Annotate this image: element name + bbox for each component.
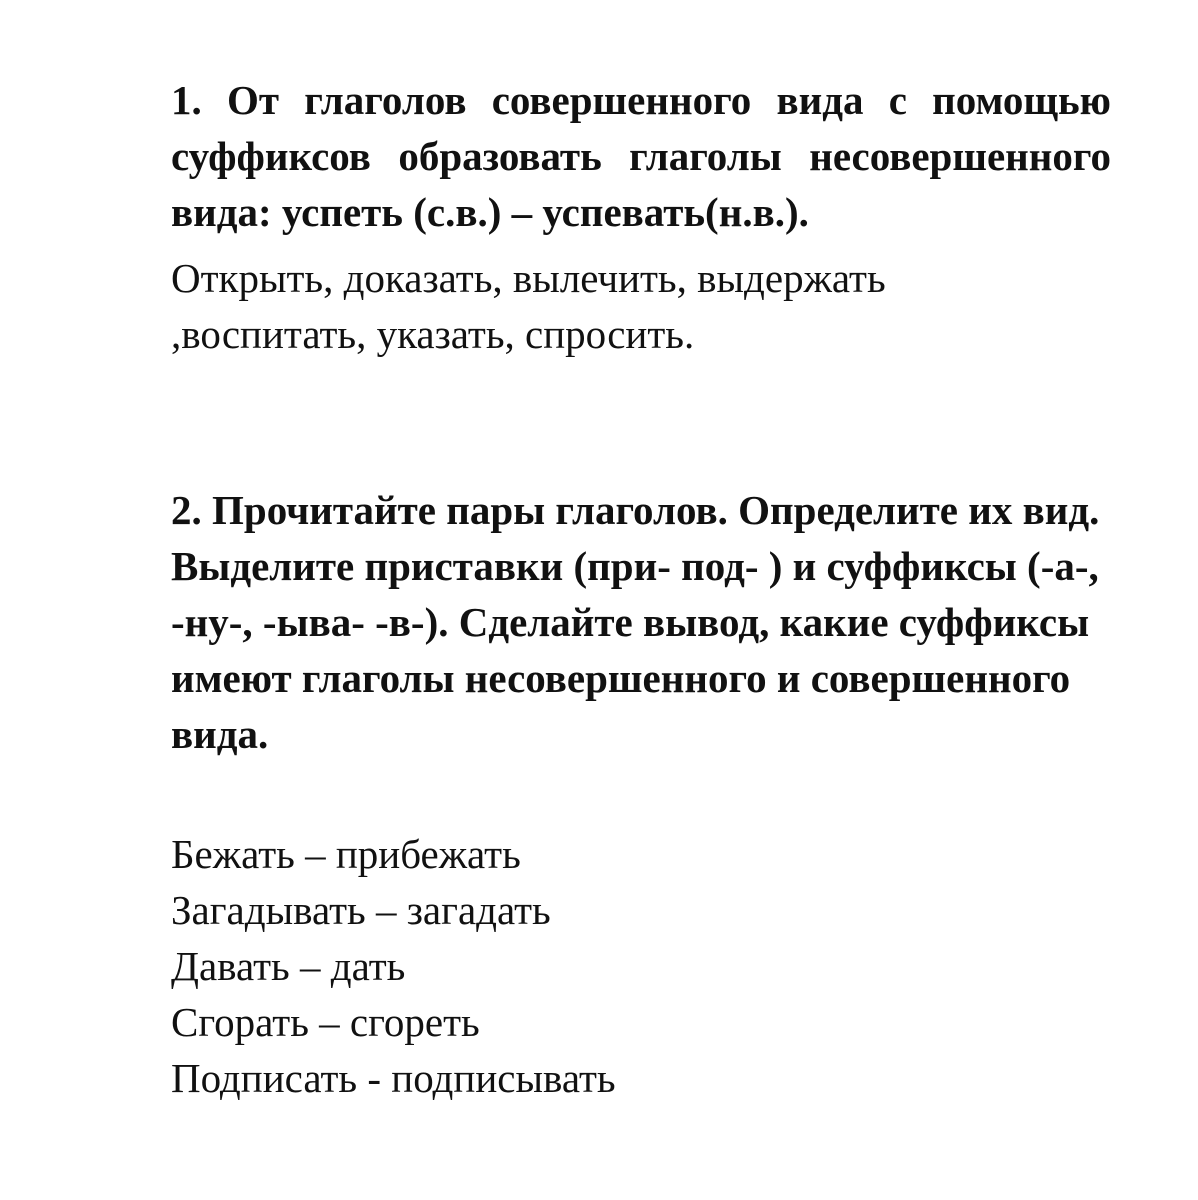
task-2-instruction: 2. Прочитайте пары глаголов. Определите их вид. Выделите приставки (при- под- ) и суффиксы (-а-, -ну-, -ыва- -в-). Сделайте вывод, какие суффиксы имеют глаголы несовершенного и совершенного вида.: [171, 487, 1100, 757]
document-page: [171, 72, 1111, 1106]
verb-pair: Бежать – прибежать: [171, 831, 521, 877]
task-2: [171, 482, 1111, 1106]
verb-pair: Загадывать – загадать: [171, 887, 551, 933]
verb-pair: Давать – дать: [171, 943, 406, 989]
task-2-verb-pairs: [171, 826, 1111, 1106]
task-1-instruction: 1. От глаголов совершенного вида с помощью суффиксов образовать глаголы несовершенного вида: успеть (с.в.) – успевать(н.в.).: [171, 77, 1111, 235]
task-1: [171, 72, 1111, 362]
task-1-verb-list: [171, 250, 1111, 362]
task-1-verbs-line-1: Открыть, доказать, вылечить, выдержать: [171, 255, 886, 301]
verb-pair: Подписать - подписывать: [171, 1055, 616, 1101]
task-1-verbs-line-2: ,воспитать, указать, спросить.: [171, 311, 695, 357]
verb-pair: Сгорать – сгореть: [171, 999, 480, 1045]
